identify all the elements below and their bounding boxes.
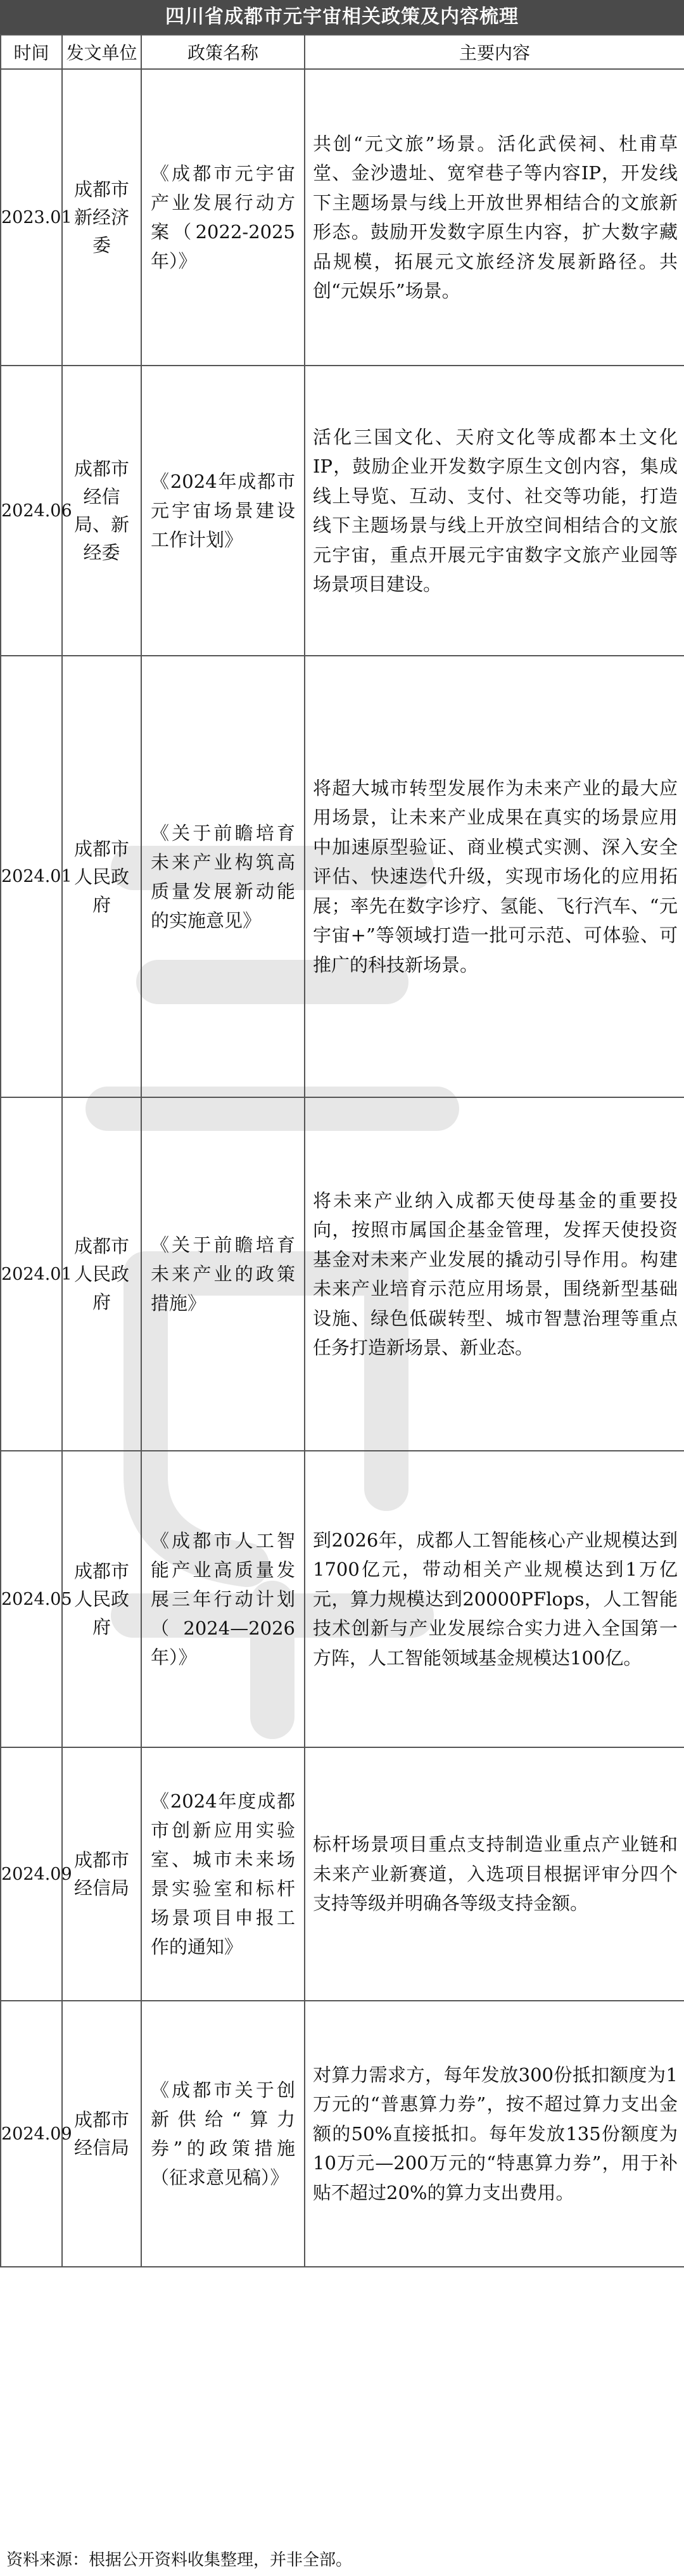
row-dept: 成都市人民政府 bbox=[62, 656, 141, 1097]
table-row bbox=[1, 2001, 684, 2267]
row-policy: 《2024年成都市元宇宙场景建设工作计划》 bbox=[141, 366, 305, 656]
policy-table bbox=[0, 34, 684, 2267]
row-policy: 《成都市关于创新供给“算力券”的政策措施（征求意见稿）》 bbox=[141, 2001, 305, 2267]
row-time: 2024.01 bbox=[1, 656, 62, 1097]
row-dept: 成都市人民政府 bbox=[62, 1451, 141, 1747]
row-content: 对算力需求方，每年发放300份抵扣额度为1万元的“普惠算力券”，按不超过算力支出金额的50%直接抵扣。每年发放135份额度为10万元—200万元的“特惠算力券”，用于补贴不超过20%的算力支出费用。 bbox=[305, 2001, 684, 2267]
table-row bbox=[1, 1747, 684, 2001]
row-time: 2023.01 bbox=[1, 69, 62, 366]
row-dept: 成都市经信局、新经委 bbox=[62, 366, 141, 656]
table-row bbox=[1, 1451, 684, 1747]
row-dept: 成都市人民政府 bbox=[62, 1097, 141, 1451]
row-time: 2024.06 bbox=[1, 366, 62, 656]
row-policy: 《关于前瞻培育未来产业的政策措施》 bbox=[141, 1097, 305, 1451]
row-content: 将超大城市转型发展作为未来产业的最大应用场景，让未来产业成果在真实的场景应用中加速原型验证、商业模式实测、深入安全评估、快速迭代升级，实现市场化的应用拓展；率先在数字诊疗、氢能、飞行汽车、“元宇宙+”等领域打造一批可示范、可体验、可推广的科技新场景。 bbox=[305, 656, 684, 1097]
row-dept: 成都市新经济委 bbox=[62, 69, 141, 366]
row-time: 2024.01 bbox=[1, 1097, 62, 1451]
row-policy: 《成都市人工智能产业高质量发展三年行动计划（2024—2026年）》 bbox=[141, 1451, 305, 1747]
row-content: 到2026年，成都人工智能核心产业规模达到1700亿元，带动相关产业规模达到1万亿元，算力规模达到20000PFlops，人工智能技术创新与产业发展综合实力进入全国第一方阵，人工智能领域基金规模达100亿。 bbox=[305, 1451, 684, 1747]
table-title: 四川省成都市元宇宙相关政策及内容梳理 bbox=[0, 0, 684, 34]
header-content: 主要内容 bbox=[305, 35, 684, 69]
header-policy: 政策名称 bbox=[141, 35, 305, 69]
row-policy: 《关于前瞻培育未来产业构筑高质量发展新动能的实施意见》 bbox=[141, 656, 305, 1097]
table-row bbox=[1, 656, 684, 1097]
table-row bbox=[1, 1097, 684, 1451]
header-time: 时间 bbox=[1, 35, 62, 69]
table-header-row bbox=[1, 35, 684, 69]
row-time: 2024.09 bbox=[1, 1747, 62, 2001]
row-content: 标杆场景项目重点支持制造业重点产业链和未来产业新赛道，入选项目根据评审分四个支持等级并明确各等级支持金额。 bbox=[305, 1747, 684, 2001]
row-content: 活化三国文化、天府文化等成都本土文化IP，鼓励企业开发数字原生文创内容，集成线上导览、互动、支付、社交等功能，打造线下主题场景与线上开放空间相结合的文旅元宇宙，重点开展元宇宙数字文旅产业园等场景项目建设。 bbox=[305, 366, 684, 656]
table-row bbox=[1, 69, 684, 366]
row-policy: 《2024年度成都市创新应用实验室、城市未来场景实验室和标杆场景项目申报工作的通知》 bbox=[141, 1747, 305, 2001]
source-note: 资料来源：根据公开资料收集整理，并非全部。 bbox=[6, 2551, 353, 2570]
row-content: 共创“元文旅”场景。活化武侯祠、杜甫草堂、金沙遗址、宽窄巷子等内容IP，开发线下主题场景与线上开放世界相结合的文旅新形态。鼓励开发数字原生内容，扩大数字藏品规模，拓展元文旅经济发展新路径。共创“元娱乐”场景。 bbox=[305, 69, 684, 366]
table-row bbox=[1, 366, 684, 656]
row-content: 将未来产业纳入成都天使母基金的重要投向，按照市属国企基金管理，发挥天使投资基金对未来产业发展的撬动引导作用。构建未来产业培育示范应用场景，围绕新型基础设施、绿色低碳转型、城市智慧治理等重点任务打造新场景、新业态。 bbox=[305, 1097, 684, 1451]
row-dept: 成都市经信局 bbox=[62, 1747, 141, 2001]
row-policy: 《成都市元宇宙产业发展行动方案（2022-2025年）》 bbox=[141, 69, 305, 366]
row-dept: 成都市经信局 bbox=[62, 2001, 141, 2267]
row-time: 2024.05 bbox=[1, 1451, 62, 1747]
header-dept: 发文单位 bbox=[62, 35, 141, 69]
row-time: 2024.09 bbox=[1, 2001, 62, 2267]
